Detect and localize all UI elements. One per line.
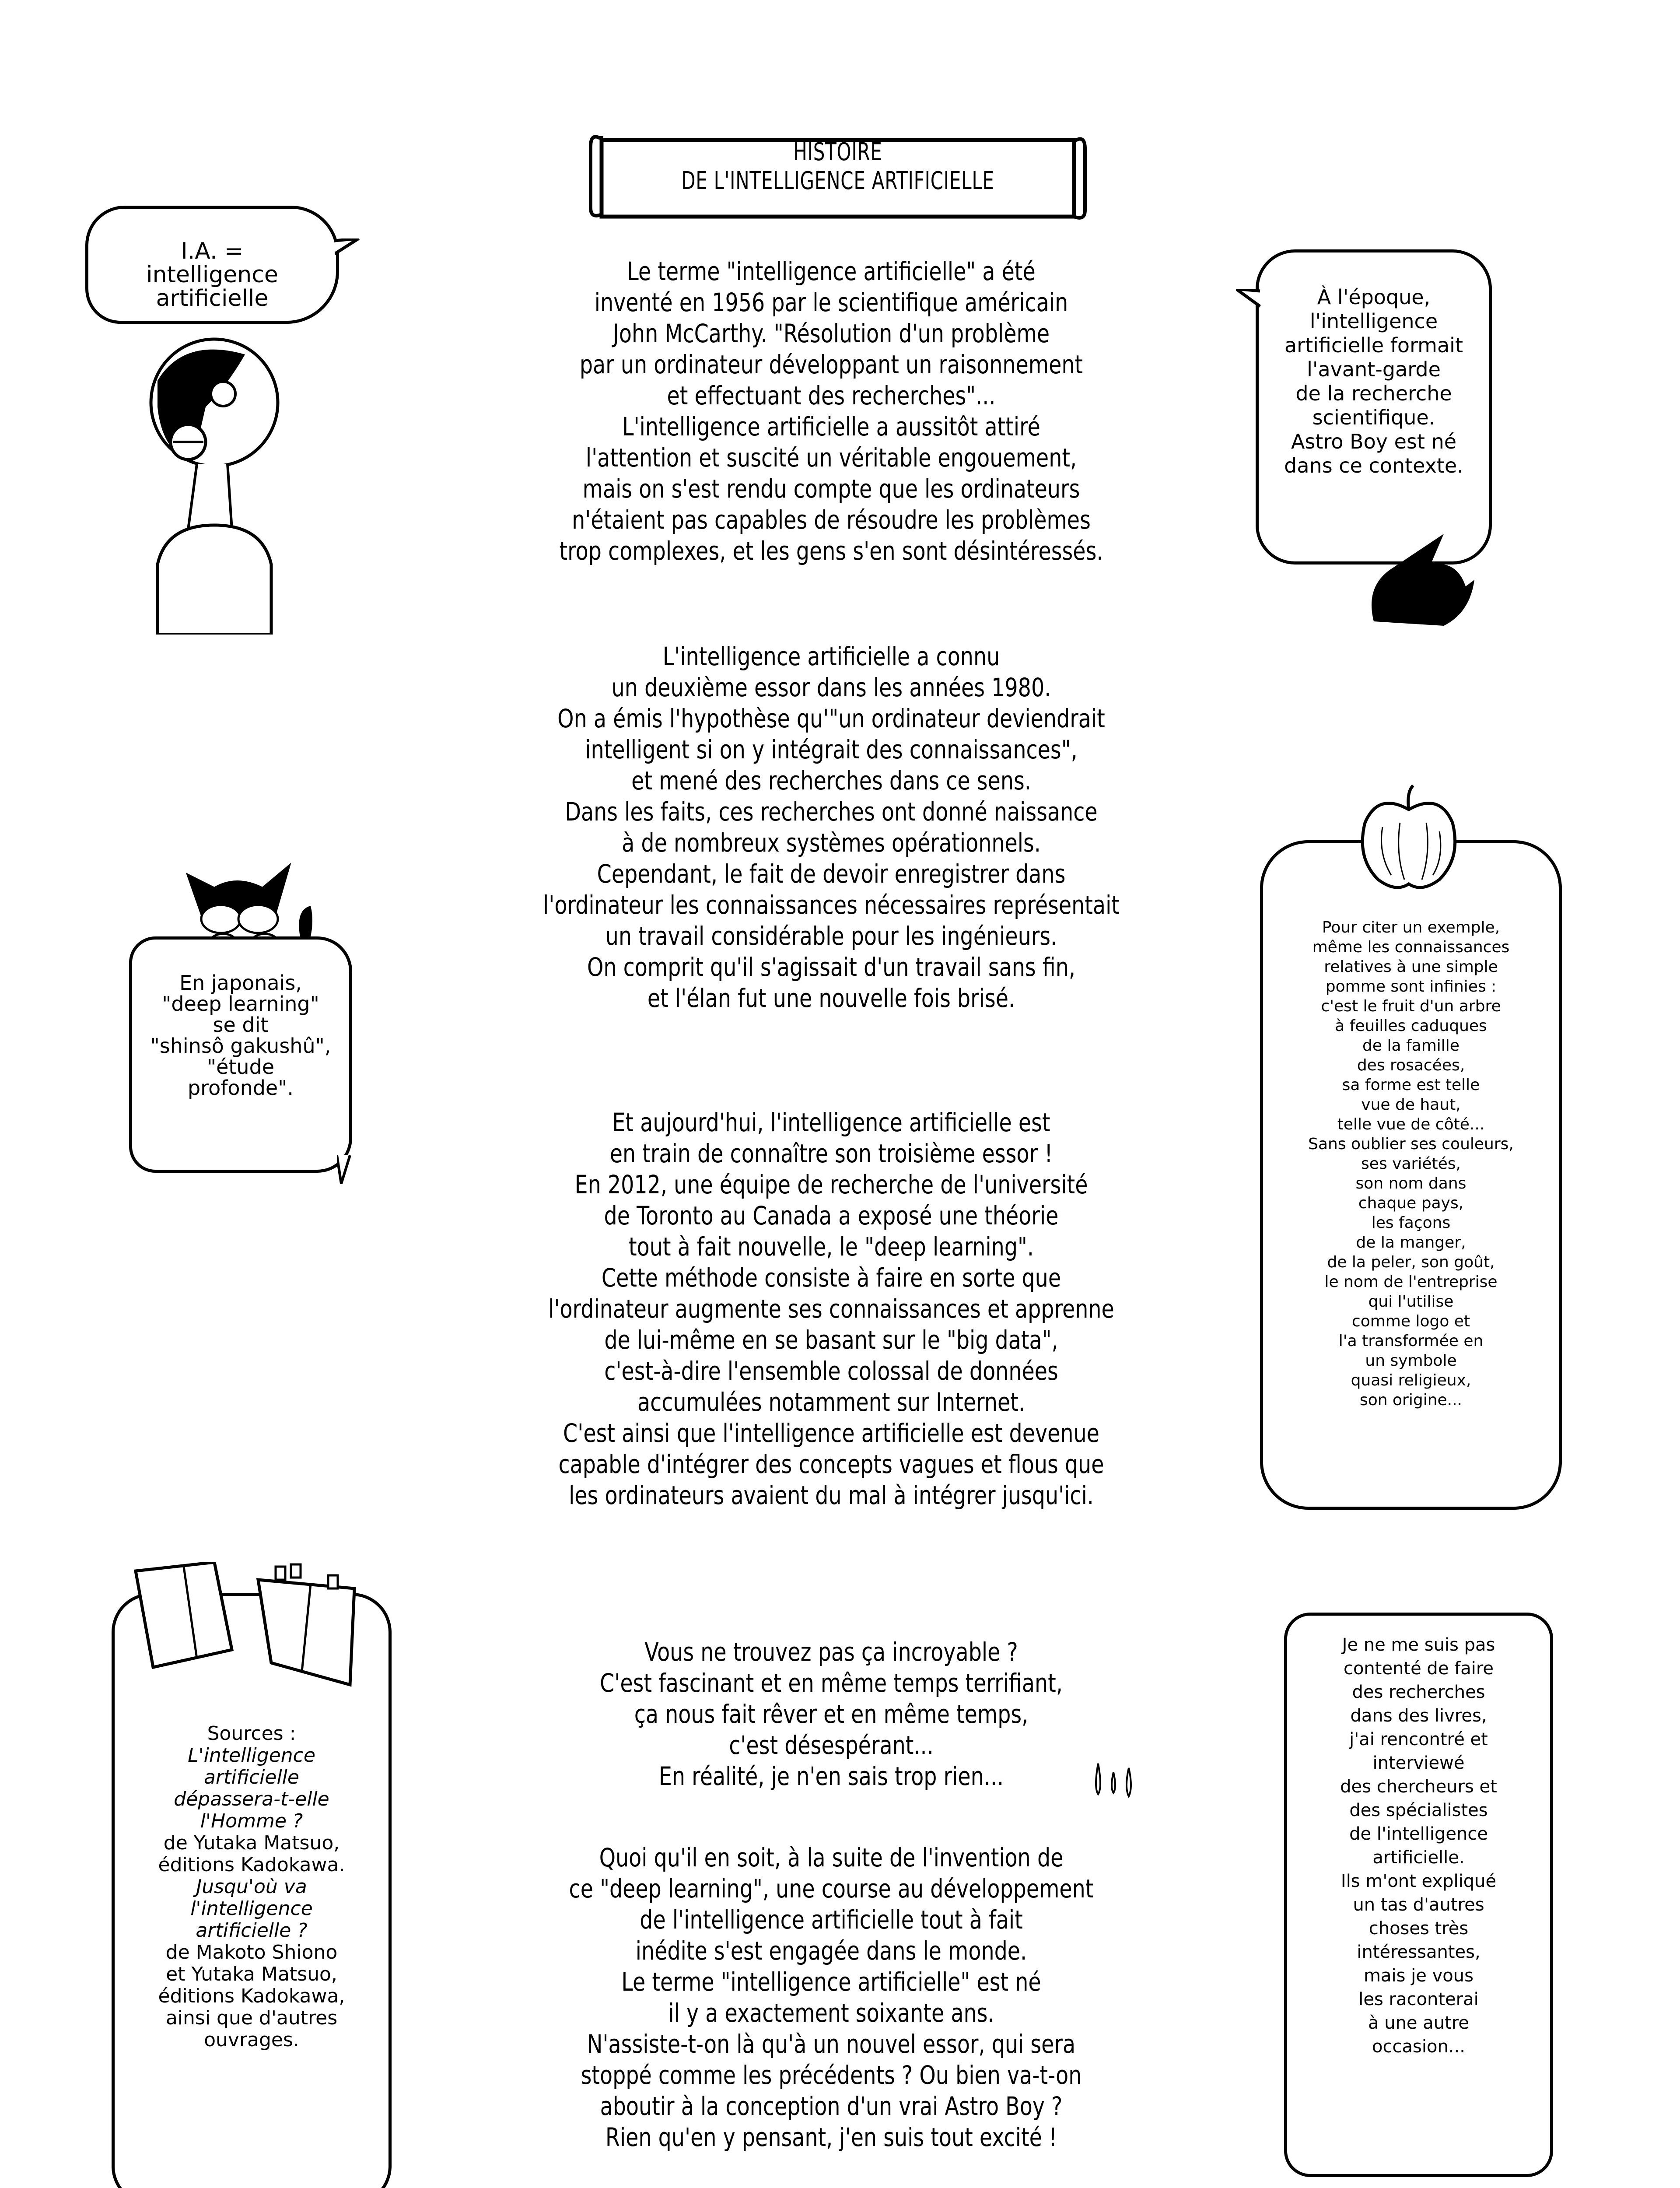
page-title xyxy=(621,138,1054,196)
speech-bubble-japonais xyxy=(129,936,352,1173)
apple-icon xyxy=(1352,783,1466,897)
text-line: En japonais, xyxy=(179,971,302,995)
text-line: et mené des recherches dans ce sens. xyxy=(631,766,1031,796)
bubble-tail xyxy=(1236,289,1262,315)
text-line: interviewé xyxy=(1372,1753,1465,1773)
text-line: L'intelligence artificielle a connu xyxy=(662,642,1000,671)
text-line: intelligent si on y intégrait des connaissances", xyxy=(585,735,1078,764)
text-line: et l'élan fut une nouvelle fois brisé. xyxy=(647,983,1015,1013)
text-line: Sans oublier ses couleurs, xyxy=(1308,1135,1514,1153)
text-line: des chercheurs et xyxy=(1340,1777,1497,1797)
text-line: de la peler, son goût, xyxy=(1327,1253,1495,1271)
text-line: Quoi qu'il en soit, à la suite de l'invention de xyxy=(599,1843,1064,1872)
text-line: éditions Kadokawa. xyxy=(158,1854,345,1876)
text-line: à de nombreux systèmes opérationnels. xyxy=(622,828,1041,858)
text-line: Je ne me suis pas xyxy=(1342,1635,1495,1655)
text-line: l'ordinateur les connaissances nécessaires représentait xyxy=(543,890,1120,920)
text-line: C'est fascinant et en même temps terrifiant, xyxy=(600,1668,1063,1698)
text-line: dans des livres, xyxy=(1350,1706,1487,1726)
text-line: occasion... xyxy=(1372,2037,1465,2057)
speech-bubble-recherche xyxy=(1284,1613,1553,2177)
bubble-tail xyxy=(335,238,361,260)
text-line: l'intelligence xyxy=(190,1897,313,1920)
text-line: Le terme "intelligence artificielle" a été xyxy=(627,256,1036,286)
cat-icon xyxy=(162,858,319,950)
text-line: de la recherche xyxy=(1295,382,1452,405)
text-line: se dit xyxy=(213,1013,269,1037)
text-line: chaque pays, xyxy=(1358,1194,1464,1212)
text-line: et Yutaka Matsuo, xyxy=(166,1963,337,1985)
text-line: des spécialistes xyxy=(1349,1800,1488,1820)
text-line: un travail considérable pour les ingénieurs. xyxy=(605,921,1057,951)
text-line: l'ordinateur augmente ses connaissances et apprenne xyxy=(548,1294,1114,1324)
text-line: relatives à une simple xyxy=(1324,958,1498,976)
title-line: DE L'INTELLIGENCE ARTIFICIELLE xyxy=(681,167,994,195)
text-line: l'a transformée en xyxy=(1338,1332,1484,1350)
text-line: de Toronto au Canada a exposé une théorie xyxy=(604,1201,1059,1231)
text-line: accumulées notamment sur Internet. xyxy=(637,1387,1026,1417)
title-scroll-banner xyxy=(582,120,1094,221)
sources-heading: Sources : xyxy=(207,1722,296,1745)
text-line: En réalité, je n'en sais trop rien... xyxy=(658,1761,1004,1791)
text-line: et effectuant des recherches"... xyxy=(667,381,996,410)
text-line: L'intelligence artificielle a aussitôt attiré xyxy=(622,412,1040,442)
text-line: de Yutaka Matsuo, xyxy=(163,1832,340,1854)
text-line: artificielle. xyxy=(1372,1848,1465,1868)
speech-bubble-epoque xyxy=(1256,249,1492,565)
text-line: inventé en 1956 par le scientifique américain xyxy=(594,288,1068,317)
text-line: choses très xyxy=(1368,1918,1469,1939)
text-line: comme logo et xyxy=(1351,1312,1470,1330)
text-line: artificielle xyxy=(156,285,269,312)
text-line: stoppé comme les précédents ? Ou bien va-t-on xyxy=(581,2060,1082,2090)
text-line: c'est-à-dire l'ensemble colossal de données xyxy=(604,1356,1058,1386)
text-line: Et aujourd'hui, l'intelligence artificielle est xyxy=(612,1108,1050,1137)
text-line: telle vue de côté... xyxy=(1337,1115,1485,1133)
text-line: des rosacées, xyxy=(1357,1056,1465,1074)
title-line: HISTOIRE xyxy=(793,138,882,166)
text-line: vue de haut, xyxy=(1361,1096,1461,1114)
text-line: quasi religieux, xyxy=(1351,1371,1471,1389)
text-line: mais on s'est rendu compte que les ordinateurs xyxy=(582,474,1080,504)
text-line: un tas d'autres xyxy=(1353,1895,1484,1915)
paragraph-3 xyxy=(416,1107,1247,1511)
text-line: ouvrages. xyxy=(204,2029,299,2051)
text-line: ça nous fait rêver et en même temps, xyxy=(634,1699,1029,1729)
text-line: C'est ainsi que l'intelligence artificielle est devenue xyxy=(563,1418,1099,1448)
text-line: Jusqu'où va xyxy=(196,1876,307,1898)
text-line: par un ordinateur développant un raisonnement xyxy=(579,350,1083,379)
text-line: Astro Boy est né xyxy=(1291,430,1457,453)
speech-bubble-ia xyxy=(85,206,339,324)
text-line: dans ce contexte. xyxy=(1284,454,1463,477)
text-line: Ils m'ont expliqué xyxy=(1340,1871,1497,1891)
text-line: son nom dans xyxy=(1355,1175,1466,1192)
text-line: de la famille xyxy=(1362,1037,1460,1055)
text-line: l'Homme ? xyxy=(200,1810,303,1832)
astro-boy-silhouette-icon xyxy=(1365,534,1479,630)
open-books-icon xyxy=(127,1562,372,1689)
text-line: de Makoto Shiono xyxy=(165,1941,338,1964)
text-line: ce "deep learning", une course au développement xyxy=(569,1874,1094,1904)
text-line: des recherches xyxy=(1352,1682,1485,1702)
text-line: l'attention et suscité un véritable engouement, xyxy=(585,443,1077,473)
text-line: l'intelligence xyxy=(1309,309,1438,333)
text-line: On comprit qu'il s'agissait d'un travail sans fin, xyxy=(587,952,1076,982)
text-line: de lui-même en se basant sur le "big data", xyxy=(604,1325,1058,1355)
text-line: Le terme "intelligence artificielle" est né xyxy=(621,1967,1041,1997)
text-line: les ordinateurs avaient du mal à intégrer jusqu'ici. xyxy=(569,1480,1094,1510)
text-line: "shinsô gakushû", xyxy=(150,1034,331,1058)
text-line: il y a exactement soixante ans. xyxy=(668,1998,994,2028)
text-line: artificielle ? xyxy=(196,1919,308,1942)
text-line: Dans les faits, ces recherches ont donné naissance xyxy=(565,797,1098,827)
text-line: dépassera-t-elle xyxy=(174,1788,329,1810)
text-line: Pour citer un exemple, xyxy=(1322,919,1500,936)
text-line: trop complexes, et les gens s'en sont désintéressés. xyxy=(559,536,1103,566)
text-line: un deuxième essor dans les années 1980. xyxy=(611,673,1051,702)
text-line: les façons xyxy=(1371,1214,1451,1232)
text-line: de l'intelligence artificielle tout à fait xyxy=(640,1905,1023,1935)
text-line: intéressantes, xyxy=(1357,1942,1480,1962)
text-line: mais je vous xyxy=(1364,1966,1474,1986)
text-line: à une autre xyxy=(1368,2013,1469,2033)
paragraph-2 xyxy=(416,641,1247,1014)
text-line: Vous ne trouvez pas ça incroyable ? xyxy=(644,1637,1018,1667)
speech-bubble-pomme xyxy=(1260,840,1562,1510)
text-line: aboutir à la conception d'un vrai Astro Boy ? xyxy=(600,2091,1063,2121)
text-line: I.A. = xyxy=(181,238,244,264)
text-line: à feuilles caduques xyxy=(1335,1017,1487,1035)
text-line: "étude xyxy=(206,1055,275,1079)
text-line: artificielle xyxy=(204,1766,299,1788)
paragraph-5 xyxy=(416,1842,1247,2153)
text-line: même les connaissances xyxy=(1312,938,1510,956)
text-line: John McCarthy. "Résolution d'un problème xyxy=(612,319,1050,348)
text-line: éditions Kadokawa, xyxy=(158,1985,345,2007)
text-line: scientifique. xyxy=(1312,406,1435,429)
text-line: "deep learning" xyxy=(162,992,319,1016)
text-line: N'assiste-t-on là qu'à un nouvel essor, qui sera xyxy=(587,2029,1076,2059)
text-line: sa forme est telle xyxy=(1342,1076,1480,1094)
text-line: ses variétés, xyxy=(1361,1155,1461,1173)
text-line: profonde". xyxy=(187,1076,294,1100)
bubble-tail xyxy=(337,1155,359,1186)
text-line: L'intelligence xyxy=(188,1744,315,1767)
text-line: intelligence xyxy=(146,262,278,288)
text-line: ainsi que d'autres xyxy=(165,2007,338,2029)
text-line: son origine... xyxy=(1359,1391,1463,1409)
text-line: inédite s'est engagée dans le monde. xyxy=(635,1936,1027,1966)
text-line: c'est désespérant... xyxy=(729,1730,934,1760)
text-line: On a émis l'hypothèse qu'"un ordinateur deviendrait xyxy=(557,704,1105,733)
text-line: Cependant, le fait de devoir enregistrer dans xyxy=(597,859,1066,889)
text-line: qui l'utilise xyxy=(1368,1293,1454,1311)
paragraph-1 xyxy=(416,256,1247,567)
text-line: n'étaient pas capables de résoudre les problèmes xyxy=(572,505,1091,535)
robot-character-icon xyxy=(131,319,298,635)
text-line: En 2012, une équipe de recherche de l'université xyxy=(574,1170,1088,1199)
sweat-drops-icon xyxy=(1089,1761,1142,1801)
text-line: j'ai rencontré et xyxy=(1349,1729,1488,1750)
text-line: Cette méthode consiste à faire en sorte que xyxy=(601,1263,1061,1293)
text-line: pomme sont infinies : xyxy=(1325,978,1497,996)
text-line: tout à fait nouvelle, le "deep learning". xyxy=(628,1232,1034,1262)
text-line: un symbole xyxy=(1365,1352,1457,1370)
text-line: de la manger, xyxy=(1356,1234,1466,1252)
text-line: capable d'intégrer des concepts vagues et flous que xyxy=(558,1449,1104,1479)
text-line: de l'intelligence xyxy=(1349,1824,1488,1844)
text-line: les raconterai xyxy=(1358,1989,1479,2009)
text-line: artificielle formait xyxy=(1284,333,1463,357)
text-line: À l'époque, xyxy=(1317,285,1431,309)
text-line: en train de connaître son troisième essor ! xyxy=(609,1139,1053,1168)
text-line: Rien qu'en y pensant, j'en suis tout excité ! xyxy=(605,2122,1057,2152)
text-line: le nom de l'entreprise xyxy=(1324,1273,1498,1291)
text-line: contenté de faire xyxy=(1343,1659,1494,1679)
text-line: l'avant-garde xyxy=(1307,358,1441,381)
text-line: c'est le fruit d'un arbre xyxy=(1321,997,1501,1015)
